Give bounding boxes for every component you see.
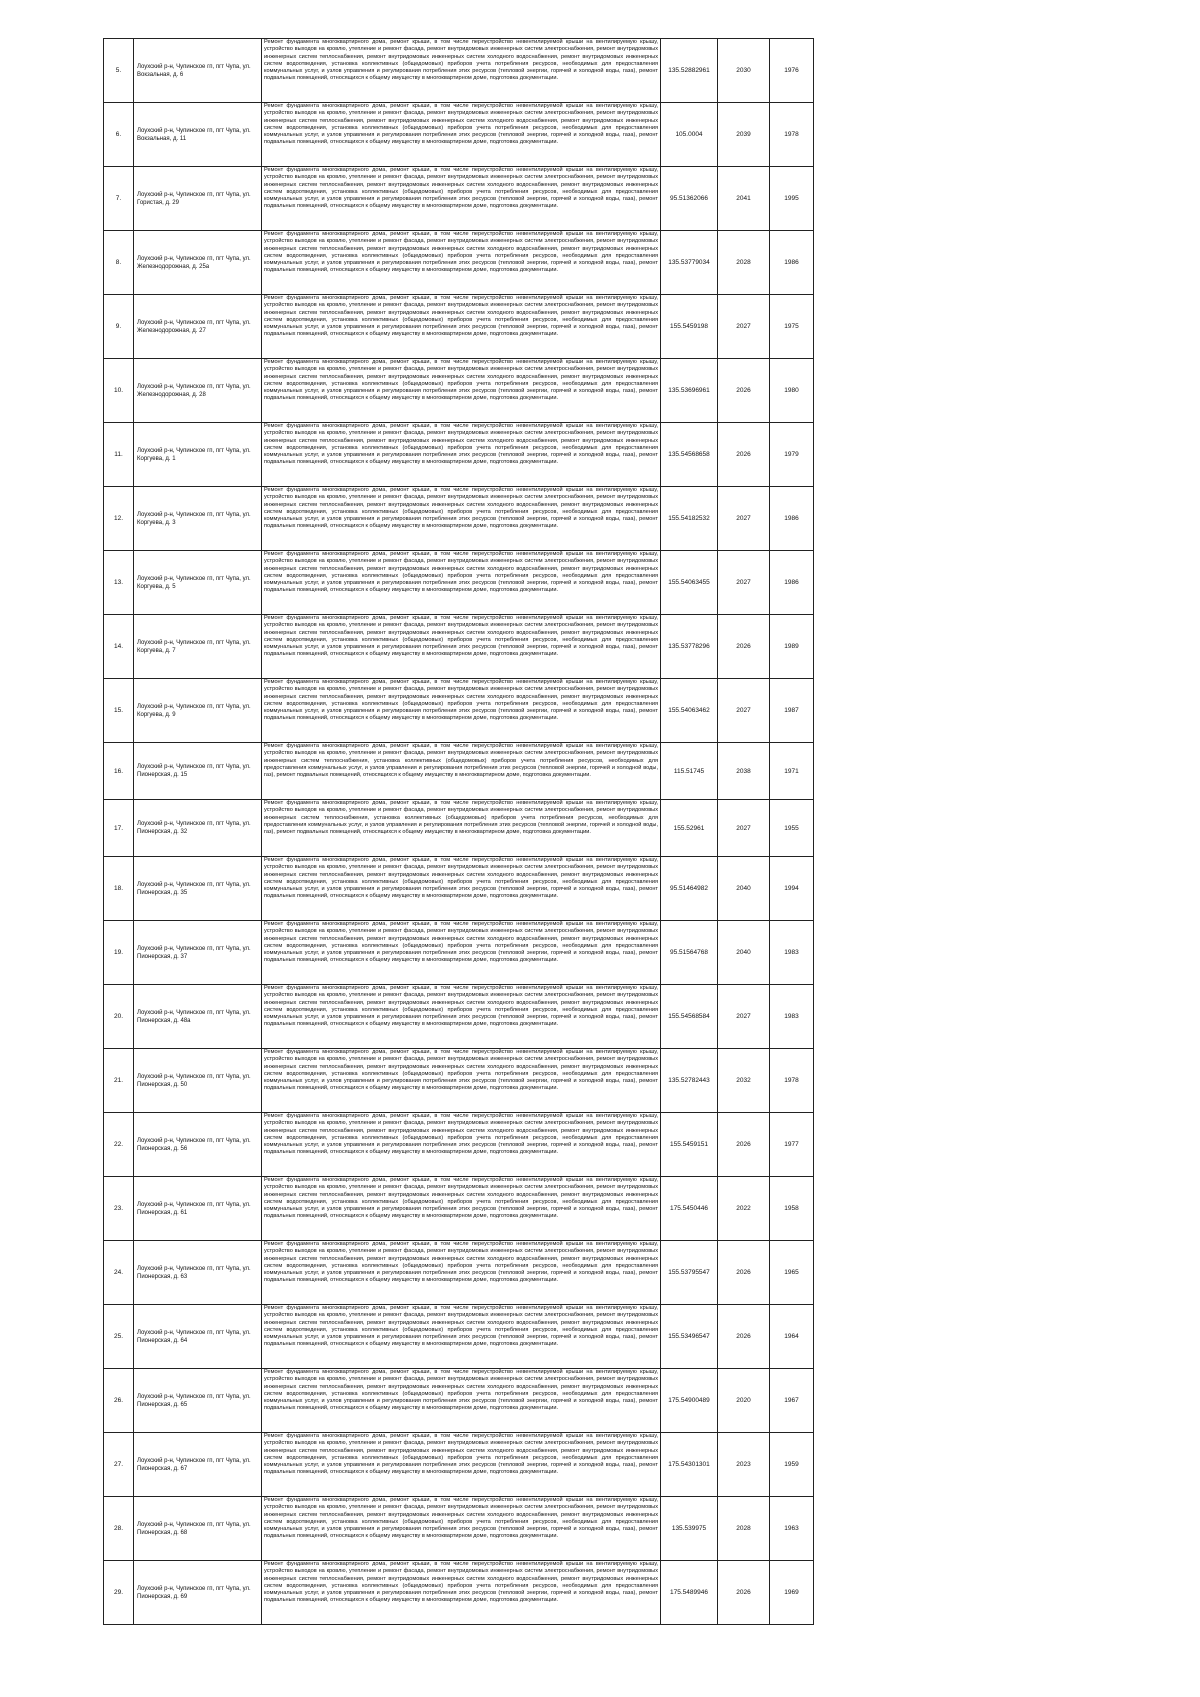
work-description-cell: Ремонт фундамента многоквартирного дома, ремонт крыши, в том числе переустройство невентилируемой крыши на вентилируемую крышу, устройство выходов на кровлю, утепление и ремонт фасада, ремонт внутридомовых инженерных систем электроснабжения, ремонт внутридомовых инженерных систем теплоснабжения, ремонт внутридомовых инженерных систем холодного водоснабжения, ремонт внутридомовых инженерных систем водоотведения, установка коллективных (общедомовых) приборов учета потребления ресурсов, необходимых для предоставления коммунальных услуг, и узлов управления и регулирования потребления этих ресурсов (тепловой энергии, горячей и холодной воды, газа), ремонт подвальных помещений, относящихся к общему имуществу в многоквартирном доме, подготовка документации. [262,551,661,615]
cost-cell: 135.53779034 [661,231,718,295]
row-number-cell: 17. [104,800,134,857]
works-table [103,38,814,1625]
row-number-cell: 22. [104,1113,134,1177]
planned-year-cell: 2041 [718,167,770,231]
address-cell: Лоухский р-н, Чупинское гп, пгт Чупа, ул. Вокзальная, д. 6 [134,39,262,103]
address-cell: Лоухский р-н, Чупинское гп, пгт Чупа, ул. Пионерская, д. 65 [134,1369,262,1433]
built-year-cell: 1955 [770,800,814,857]
planned-year-cell: 2040 [718,857,770,921]
planned-year-cell: 2027 [718,800,770,857]
cost-cell: 155.54568584 [661,985,718,1049]
table-row [104,985,814,1049]
table-row [104,1433,814,1497]
table-row [104,359,814,423]
table-row [104,1561,814,1625]
planned-year-cell: 2023 [718,1433,770,1497]
cost-cell: 135.53778296 [661,615,718,679]
cost-cell: 135.54568658 [661,423,718,487]
built-year-cell: 1958 [770,1177,814,1241]
address-cell: Лоухский р-н, Чупинское гп, пгт Чупа, ул. Коргуева, д. 3 [134,487,262,551]
work-description-cell: Ремонт фундамента многоквартирного дома, ремонт крыши, в том числе переустройство невентилируемой крыши на вентилируемую крышу, устройство выходов на кровлю, утепление и ремонт фасада, ремонт внутридомовых инженерных систем электроснабжения, ремонт внутридомовых инженерных систем теплоснабжения, ремонт внутридомовых инженерных систем холодного водоснабжения, ремонт внутридомовых инженерных систем водоотведения, установка коллективных (общедомовых) приборов учета потребления ресурсов, необходимых для предоставления коммунальных услуг, и узлов управления и регулирования потребления этих ресурсов (тепловой энергии, горячей и холодной воды, газа), ремонт подвальных помещений, относящихся к общему имуществу в многоквартирном доме, подготовка документации. [262,679,661,743]
table-row [104,1497,814,1561]
built-year-cell: 1987 [770,679,814,743]
row-number-cell: 9. [104,295,134,359]
cost-cell: 95.51362066 [661,167,718,231]
row-number-cell: 23. [104,1177,134,1241]
work-description-cell: Ремонт фундамента многоквартирного дома, ремонт крыши, в том числе переустройство невентилируемой крыши на вентилируемую крышу, устройство выходов на кровлю, утепление и ремонт фасада, ремонт внутридомовых инженерных систем электроснабжения, ремонт внутридомовых инженерных систем теплоснабжения, ремонт внутридомовых инженерных систем холодного водоснабжения, ремонт внутридомовых инженерных систем водоотведения, установка коллективных (общедомовых) приборов учета потребления ресурсов, необходимых для предоставления коммунальных услуг, и узлов управления и регулирования потребления этих ресурсов (тепловой энергии, горячей и холодной воды, газа), ремонт подвальных помещений, относящихся к общему имуществу в многоквартирном доме, подготовка документации. [262,39,661,103]
work-description-cell: Ремонт фундамента многоквартирного дома, ремонт крыши, в том числе переустройство невентилируемой крыши на вентилируемую крышу, устройство выходов на кровлю, утепление и ремонт фасада, ремонт внутридомовых инженерных систем электроснабжения, ремонт внутридомовых инженерных систем теплоснабжения, ремонт внутридомовых инженерных систем холодного водоснабжения, ремонт внутридомовых инженерных систем водоотведения, установка коллективных (общедомовых) приборов учета потребления ресурсов, необходимых для предоставления коммунальных услуг, и узлов управления и регулирования потребления этих ресурсов (тепловой энергии, горячей и холодной воды, газа), ремонт подвальных помещений, относящихся к общему имуществу в многоквартирном доме, подготовка документации. [262,1113,661,1177]
row-number-cell: 26. [104,1369,134,1433]
cost-cell: 155.54063462 [661,679,718,743]
address-cell: Лоухский р-н, Чупинское гп, пгт Чупа, ул. Пионерская, д. 63 [134,1241,262,1305]
address-cell: Лоухский р-н, Чупинское гп, пгт Чупа, ул. Железнодорожная, д. 27 [134,295,262,359]
address-cell: Лоухский р-н, Чупинское гп, пгт Чупа, ул. Пионерская, д. 64 [134,1305,262,1369]
built-year-cell: 1969 [770,1561,814,1625]
work-description-cell: Ремонт фундамента многоквартирного дома, ремонт крыши, в том числе переустройство невентилируемой крыши на вентилируемую крышу, устройство выходов на кровлю, утепление и ремонт фасада, ремонт внутридомовых инженерных систем электроснабжения, ремонт внутридомовых инженерных систем теплоснабжения, ремонт внутридомовых инженерных систем холодного водоснабжения, ремонт внутридомовых инженерных систем водоотведения, установка коллективных (общедомовых) приборов учета потребления ресурсов, необходимых для предоставления коммунальных услуг, и узлов управления и регулирования потребления этих ресурсов (тепловой энергии, горячей и холодной воды, газа), ремонт подвальных помещений, относящихся к общему имуществу в многоквартирном доме, подготовка документации. [262,487,661,551]
address-cell: Лоухский р-н, Чупинское гп, пгт Чупа, ул. Пионерская, д. 37 [134,921,262,985]
row-number-cell: 6. [104,103,134,167]
work-description-cell: Ремонт фундамента многоквартирного дома, ремонт крыши, в том числе переустройство невентилируемой крыши на вентилируемую крышу, устройство выходов на кровлю, утепление и ремонт фасада, ремонт внутридомовых инженерных систем электроснабжения, ремонт внутридомовых инженерных систем теплоснабжения, ремонт внутридомовых инженерных систем холодного водоснабжения, ремонт внутридомовых инженерных систем водоотведения, установка коллективных (общедомовых) приборов учета потребления ресурсов, необходимых для предоставления коммунальных услуг, и узлов управления и регулирования потребления этих ресурсов (тепловой энергии, горячей и холодной воды, газа), ремонт подвальных помещений, относящихся к общему имуществу в многоквартирном доме, подготовка документации. [262,231,661,295]
row-number-cell: 24. [104,1241,134,1305]
table-row [104,167,814,231]
work-description-cell: Ремонт фундамента многоквартирного дома, ремонт крыши, в том числе переустройство невентилируемой крыши на вентилируемую крышу, устройство выходов на кровлю, утепление и ремонт фасада, ремонт внутридомовых инженерных систем электроснабжения, ремонт внутридомовых инженерных систем теплоснабжения, ремонт внутридомовых инженерных систем холодного водоснабжения, ремонт внутридомовых инженерных систем водоотведения, установка коллективных (общедомовых) приборов учета потребления ресурсов, необходимых для предоставления коммунальных услуг, и узлов управления и регулирования потребления этих ресурсов (тепловой энергии, горячей и холодной воды, газа), ремонт подвальных помещений, относящихся к общему имуществу в многоквартирном доме, подготовка документации. [262,615,661,679]
address-cell: Лоухский р-н, Чупинское гп, пгт Чупа, ул. Пионерская, д. 68 [134,1497,262,1561]
built-year-cell: 1971 [770,743,814,800]
row-number-cell: 20. [104,985,134,1049]
row-number-cell: 10. [104,359,134,423]
work-description-cell: Ремонт фундамента многоквартирного дома, ремонт крыши, в том числе переустройство невентилируемой крыши на вентилируемую крышу, устройство выходов на кровлю, утепление и ремонт фасада, ремонт внутридомовых инженерных систем электроснабжения, ремонт внутридомовых инженерных систем теплоснабжения, ремонт внутридомовых инженерных систем холодного водоснабжения, ремонт внутридомовых инженерных систем водоотведения, установка коллективных (общедомовых) приборов учета потребления ресурсов, необходимых для предоставления коммунальных услуг, и узлов управления и регулирования потребления этих ресурсов (тепловой энергии, горячей и холодной воды, газа), ремонт подвальных помещений, относящихся к общему имуществу в многоквартирном доме, подготовка документации. [262,295,661,359]
work-description-cell: Ремонт фундамента многоквартирного дома, ремонт крыши, в том числе переустройство невентилируемой крыши на вентилируемую крышу, устройство выходов на кровлю, утепление и ремонт фасада, ремонт внутридомовых инженерных систем электроснабжения, ремонт внутридомовых инженерных систем теплоснабжения, ремонт внутридомовых инженерных систем холодного водоснабжения, ремонт внутридомовых инженерных систем водоотведения, установка коллективных (общедомовых) приборов учета потребления ресурсов, необходимых для предоставления коммунальных услуг, и узлов управления и регулирования потребления этих ресурсов (тепловой энергии, горячей и холодной воды, газа), ремонт подвальных помещений, относящихся к общему имуществу в многоквартирном доме, подготовка документации. [262,423,661,487]
row-number-cell: 11. [104,423,134,487]
cost-cell: 175.5489946 [661,1561,718,1625]
table-row [104,231,814,295]
address-cell: Лоухский р-н, Чупинское гп, пгт Чупа, ул. Пионерская, д. 15 [134,743,262,800]
table-row [104,1241,814,1305]
table-row [104,1113,814,1177]
built-year-cell: 1977 [770,1113,814,1177]
row-number-cell: 28. [104,1497,134,1561]
built-year-cell: 1979 [770,423,814,487]
address-cell: Лоухский р-н, Чупинское гп, пгт Чупа, ул. Коргуева, д. 9 [134,679,262,743]
cost-cell: 155.53795547 [661,1241,718,1305]
address-cell: Лоухский р-н, Чупинское гп, пгт Чупа, ул. Пионерская, д. 35 [134,857,262,921]
planned-year-cell: 2028 [718,231,770,295]
row-number-cell: 5. [104,39,134,103]
built-year-cell: 1963 [770,1497,814,1561]
planned-year-cell: 2026 [718,1241,770,1305]
planned-year-cell: 2026 [718,359,770,423]
built-year-cell: 1989 [770,615,814,679]
planned-year-cell: 2022 [718,1177,770,1241]
built-year-cell: 1976 [770,39,814,103]
cost-cell: 155.54182532 [661,487,718,551]
address-cell: Лоухский р-н, Чупинское гп, пгт Чупа, ул. Коргуева, д. 7 [134,615,262,679]
planned-year-cell: 2038 [718,743,770,800]
built-year-cell: 1959 [770,1433,814,1497]
built-year-cell: 1983 [770,985,814,1049]
table-row [104,615,814,679]
cost-cell: 155.52961 [661,800,718,857]
row-number-cell: 18. [104,857,134,921]
planned-year-cell: 2026 [718,423,770,487]
built-year-cell: 1986 [770,551,814,615]
planned-year-cell: 2026 [718,1561,770,1625]
planned-year-cell: 2026 [718,1113,770,1177]
cost-cell: 135.52782443 [661,1049,718,1113]
work-description-cell: Ремонт фундамента многоквартирного дома, ремонт крыши, в том числе переустройство невентилируемой крыши на вентилируемую крышу, устройство выходов на кровлю, утепление и ремонт фасада, ремонт внутридомовых инженерных систем электроснабжения, ремонт внутридомовых инженерных систем теплоснабжения, установка коллективных (общедомовых) приборов учета потребления ресурсов, необходимых для предоставления коммунальных услуг, и узлов управления и регулирования потребления этих ресурсов (тепловой энергии, горячей и холодной воды, газ), ремонт подвальных помещений, относящихся к общему имуществу в многоквартирном доме, подготовка документации. [262,800,661,857]
cost-cell: 175.54301301 [661,1433,718,1497]
work-description-cell: Ремонт фундамента многоквартирного дома, ремонт крыши, в том числе переустройство невентилируемой крыши на вентилируемую крышу, устройство выходов на кровлю, утепление и ремонт фасада, ремонт внутридомовых инженерных систем электроснабжения, ремонт внутридомовых инженерных систем теплоснабжения, ремонт внутридомовых инженерных систем холодного водоснабжения, ремонт внутридомовых инженерных систем водоотведения, установка коллективных (общедомовых) приборов учета потребления ресурсов, необходимых для предоставления коммунальных услуг, и узлов управления и регулирования потребления этих ресурсов (тепловой энергии, горячей и холодной воды, газа), ремонт подвальных помещений, относящихся к общему имуществу в многоквартирном доме, подготовка документации. [262,1369,661,1433]
planned-year-cell: 2027 [718,551,770,615]
built-year-cell: 1978 [770,103,814,167]
planned-year-cell: 2027 [718,985,770,1049]
work-description-cell: Ремонт фундамента многоквартирного дома, ремонт крыши, в том числе переустройство невентилируемой крыши на вентилируемую крышу, устройство выходов на кровлю, утепление и ремонт фасада, ремонт внутридомовых инженерных систем электроснабжения, ремонт внутридомовых инженерных систем теплоснабжения, ремонт внутридомовых инженерных систем холодного водоснабжения, ремонт внутридомовых инженерных систем водоотведения, установка коллективных (общедомовых) приборов учета потребления ресурсов, необходимых для предоставления коммунальных услуг, и узлов управления и регулирования потребления этих ресурсов (тепловой энергии, горячей и холодной воды, газа), ремонт подвальных помещений, относящихся к общему имуществу в многоквартирном доме, подготовка документации. [262,1497,661,1561]
cost-cell: 175.5450446 [661,1177,718,1241]
cost-cell: 135.539975 [661,1497,718,1561]
built-year-cell: 1964 [770,1305,814,1369]
built-year-cell: 1975 [770,295,814,359]
table-body [104,39,814,1625]
address-cell: Лоухский р-н, Чупинское гп, пгт Чупа, ул. Вокзальная, д. 11 [134,103,262,167]
work-description-cell: Ремонт фундамента многоквартирного дома, ремонт крыши, в том числе переустройство невентилируемой крыши на вентилируемую крышу, устройство выходов на кровлю, утепление и ремонт фасада, ремонт внутридомовых инженерных систем электроснабжения, ремонт внутридомовых инженерных систем теплоснабжения, ремонт внутридомовых инженерных систем холодного водоснабжения, ремонт внутридомовых инженерных систем водоотведения, установка коллективных (общедомовых) приборов учета потребления ресурсов, необходимых для предоставления коммунальных услуг, и узлов управления и регулирования потребления этих ресурсов (тепловой энергии, горячей и холодной воды, газа), ремонт подвальных помещений, относящихся к общему имуществу в многоквартирном доме, подготовка документации. [262,985,661,1049]
address-cell: Лоухский р-н, Чупинское гп, пгт Чупа, ул. Пионерская, д. 67 [134,1433,262,1497]
row-number-cell: 14. [104,615,134,679]
planned-year-cell: 2030 [718,39,770,103]
row-number-cell: 12. [104,487,134,551]
row-number-cell: 15. [104,679,134,743]
planned-year-cell: 2026 [718,1305,770,1369]
cost-cell: 155.53496547 [661,1305,718,1369]
planned-year-cell: 2026 [718,615,770,679]
planned-year-cell: 2040 [718,921,770,985]
cost-cell: 155.54063455 [661,551,718,615]
address-cell: Лоухский р-н, Чупинское гп, пгт Чупа, ул. Пионерская, д. 48а [134,985,262,1049]
work-description-cell: Ремонт фундамента многоквартирного дома, ремонт крыши, в том числе переустройство невентилируемой крыши на вентилируемую крышу, устройство выходов на кровлю, утепление и ремонт фасада, ремонт внутридомовых инженерных систем электроснабжения, ремонт внутридомовых инженерных систем теплоснабжения, установка коллективных (общедомовых) приборов учета потребления ресурсов, необходимых для предоставления коммунальных услуг, и узлов управления и регулирования потребления этих ресурсов (тепловой энергии, горячей и холодной воды, газ), ремонт подвальных помещений, относящихся к общему имуществу в многоквартирном доме, подготовка документации. [262,743,661,800]
row-number-cell: 27. [104,1433,134,1497]
planned-year-cell: 2020 [718,1369,770,1433]
address-cell: Лоухский р-н, Чупинское гп, пгт Чупа, ул. Железнодорожная, д. 28 [134,359,262,423]
address-cell: Лоухский р-н, Чупинское гп, пгт Чупа, ул. Пионерская, д. 61 [134,1177,262,1241]
built-year-cell: 1995 [770,167,814,231]
row-number-cell: 29. [104,1561,134,1625]
planned-year-cell: 2039 [718,103,770,167]
work-description-cell: Ремонт фундамента многоквартирного дома, ремонт крыши, в том числе переустройство невентилируемой крыши на вентилируемую крышу, устройство выходов на кровлю, утепление и ремонт фасада, ремонт внутридомовых инженерных систем электроснабжения, ремонт внутридомовых инженерных систем теплоснабжения, ремонт внутридомовых инженерных систем холодного водоснабжения, ремонт внутридомовых инженерных систем водоотведения, установка коллективных (общедомовых) приборов учета потребления ресурсов, необходимых для предоставления коммунальных услуг, и узлов управления и регулирования потребления этих ресурсов (тепловой энергии, горячей и холодной воды, газа), ремонт подвальных помещений, относящихся к общему имуществу в многоквартирном доме, подготовка документации. [262,1177,661,1241]
row-number-cell: 25. [104,1305,134,1369]
built-year-cell: 1983 [770,921,814,985]
built-year-cell: 1986 [770,231,814,295]
work-description-cell: Ремонт фундамента многоквартирного дома, ремонт крыши, в том числе переустройство невентилируемой крыши на вентилируемую крышу, устройство выходов на кровлю, утепление и ремонт фасада, ремонт внутридомовых инженерных систем электроснабжения, ремонт внутридомовых инженерных систем теплоснабжения, ремонт внутридомовых инженерных систем холодного водоснабжения, ремонт внутридомовых инженерных систем водоотведения, установка коллективных (общедомовых) приборов учета потребления ресурсов, необходимых для предоставления коммунальных услуг, и узлов управления и регулирования потребления этих ресурсов (тепловой энергии, горячей и холодной воды, газа), ремонт подвальных помещений, относящихся к общему имуществу в многоквартирном доме, подготовка документации. [262,167,661,231]
table-row [104,1305,814,1369]
table-row [104,103,814,167]
row-number-cell: 21. [104,1049,134,1113]
table-row [104,39,814,103]
row-number-cell: 19. [104,921,134,985]
address-cell: Лоухский р-н, Чупинское гп, пгт Чупа, ул. Коргуева, д. 5 [134,551,262,615]
address-cell: Лоухский р-н, Чупинское гп, пгт Чупа, ул. Коргуева, д. 1 [134,423,262,487]
cost-cell: 155.5459151 [661,1113,718,1177]
work-description-cell: Ремонт фундамента многоквартирного дома, ремонт крыши, в том числе переустройство невентилируемой крыши на вентилируемую крышу, устройство выходов на кровлю, утепление и ремонт фасада, ремонт внутридомовых инженерных систем электроснабжения, ремонт внутридомовых инженерных систем теплоснабжения, ремонт внутридомовых инженерных систем холодного водоснабжения, ремонт внутридомовых инженерных систем водоотведения, установка коллективных (общедомовых) приборов учета потребления ресурсов, необходимых для предоставления коммунальных услуг, и узлов управления и регулирования потребления этих ресурсов (тепловой энергии, горячей и холодной воды, газа), ремонт подвальных помещений, относящихся к общему имуществу в многоквартирном доме, подготовка документации. [262,103,661,167]
built-year-cell: 1986 [770,487,814,551]
work-description-cell: Ремонт фундамента многоквартирного дома, ремонт крыши, в том числе переустройство невентилируемой крыши на вентилируемую крышу, устройство выходов на кровлю, утепление и ремонт фасада, ремонт внутридомовых инженерных систем электроснабжения, ремонт внутридомовых инженерных систем теплоснабжения, ремонт внутридомовых инженерных систем холодного водоснабжения, ремонт внутридомовых инженерных систем водоотведения, установка коллективных (общедомовых) приборов учета потребления ресурсов, необходимых для предоставления коммунальных услуг, и узлов управления и регулирования потребления этих ресурсов (тепловой энергии, горячей и холодной воды, газа), ремонт подвальных помещений, относящихся к общему имуществу в многоквартирном доме, подготовка документации. [262,1561,661,1625]
row-number-cell: 8. [104,231,134,295]
table-row [104,679,814,743]
work-description-cell: Ремонт фундамента многоквартирного дома, ремонт крыши, в том числе переустройство невентилируемой крыши на вентилируемую крышу, устройство выходов на кровлю, утепление и ремонт фасада, ремонт внутридомовых инженерных систем электроснабжения, ремонт внутридомовых инженерных систем теплоснабжения, ремонт внутридомовых инженерных систем холодного водоснабжения, ремонт внутридомовых инженерных систем водоотведения, установка коллективных (общедомовых) приборов учета потребления ресурсов, необходимых для предоставления коммунальных услуг, и узлов управления и регулирования потребления этих ресурсов (тепловой энергии, горячей и холодной воды, газа), ремонт подвальных помещений, относящихся к общему имуществу в многоквартирном доме, подготовка документации. [262,359,661,423]
planned-year-cell: 2027 [718,487,770,551]
table-row [104,1049,814,1113]
built-year-cell: 1994 [770,857,814,921]
planned-year-cell: 2032 [718,1049,770,1113]
table-row [104,487,814,551]
cost-cell: 135.53696961 [661,359,718,423]
work-description-cell: Ремонт фундамента многоквартирного дома, ремонт крыши, в том числе переустройство невентилируемой крыши на вентилируемую крышу, устройство выходов на кровлю, утепление и ремонт фасада, ремонт внутридомовых инженерных систем электроснабжения, ремонт внутридомовых инженерных систем теплоснабжения, ремонт внутридомовых инженерных систем холодного водоснабжения, ремонт внутридомовых инженерных систем водоотведения, установка коллективных (общедомовых) приборов учета потребления ресурсов, необходимых для предоставления коммунальных услуг, и узлов управления и регулирования потребления этих ресурсов (тепловой энергии, горячей и холодной воды, газа), ремонт подвальных помещений, относящихся к общему имуществу в многоквартирном доме, подготовка документации. [262,1241,661,1305]
row-number-cell: 13. [104,551,134,615]
built-year-cell: 1967 [770,1369,814,1433]
work-description-cell: Ремонт фундамента многоквартирного дома, ремонт крыши, в том числе переустройство невентилируемой крыши на вентилируемую крышу, устройство выходов на кровлю, утепление и ремонт фасада, ремонт внутридомовых инженерных систем электроснабжения, ремонт внутридомовых инженерных систем теплоснабжения, ремонт внутридомовых инженерных систем холодного водоснабжения, ремонт внутридомовых инженерных систем водоотведения, установка коллективных (общедомовых) приборов учета потребления ресурсов, необходимых для предоставления коммунальных услуг, и узлов управления и регулирования потребления этих ресурсов (тепловой энергии, горячей и холодной воды, газа), ремонт подвальных помещений, относящихся к общему имуществу в многоквартирном доме, подготовка документации. [262,1305,661,1369]
table-row [104,743,814,800]
cost-cell: 115.51745 [661,743,718,800]
built-year-cell: 1978 [770,1049,814,1113]
cost-cell: 175.54900489 [661,1369,718,1433]
cost-cell: 155.5459198 [661,295,718,359]
table-row [104,800,814,857]
cost-cell: 95.51464982 [661,857,718,921]
table-row [104,1369,814,1433]
address-cell: Лоухский р-н, Чупинское гп, пгт Чупа, ул. Пионерская, д. 50 [134,1049,262,1113]
address-cell: Лоухский р-н, Чупинское гп, пгт Чупа, ул. Пионерская, д. 32 [134,800,262,857]
address-cell: Лоухский р-н, Чупинское гп, пгт Чупа, ул. Пионерская, д. 69 [134,1561,262,1625]
work-description-cell: Ремонт фундамента многоквартирного дома, ремонт крыши, в том числе переустройство невентилируемой крыши на вентилируемую крышу, устройство выходов на кровлю, утепление и ремонт фасада, ремонт внутридомовых инженерных систем электроснабжения, ремонт внутридомовых инженерных систем теплоснабжения, ремонт внутридомовых инженерных систем холодного водоснабжения, ремонт внутридомовых инженерных систем водоотведения, установка коллективных (общедомовых) приборов учета потребления ресурсов, необходимых для предоставления коммунальных услуг, и узлов управления и регулирования потребления этих ресурсов (тепловой энергии, горячей и холодной воды, газа), ремонт подвальных помещений, относящихся к общему имуществу в многоквартирном доме, подготовка документации. [262,857,661,921]
address-cell: Лоухский р-н, Чупинское гп, пгт Чупа, ул. Гористая, д. 29 [134,167,262,231]
row-number-cell: 16. [104,743,134,800]
planned-year-cell: 2027 [718,295,770,359]
address-cell: Лоухский р-н, Чупинское гп, пгт Чупа, ул. Железнодорожная, д. 25а [134,231,262,295]
address-cell: Лоухский р-н, Чупинское гп, пгт Чупа, ул. Пионерская, д. 56 [134,1113,262,1177]
built-year-cell: 1965 [770,1241,814,1305]
cost-cell: 135.52882961 [661,39,718,103]
table-row [104,295,814,359]
cost-cell: 95.51564768 [661,921,718,985]
table-row [104,1177,814,1241]
planned-year-cell: 2027 [718,679,770,743]
cost-cell: 105.0004 [661,103,718,167]
planned-year-cell: 2028 [718,1497,770,1561]
table-row [104,551,814,615]
work-description-cell: Ремонт фундамента многоквартирного дома, ремонт крыши, в том числе переустройство невентилируемой крыши на вентилируемую крышу, устройство выходов на кровлю, утепление и ремонт фасада, ремонт внутридомовых инженерных систем электроснабжения, ремонт внутридомовых инженерных систем теплоснабжения, ремонт внутридомовых инженерных систем холодного водоснабжения, ремонт внутридомовых инженерных систем водоотведения, установка коллективных (общедомовых) приборов учета потребления ресурсов, необходимых для предоставления коммунальных услуг, и узлов управления и регулирования потребления этих ресурсов (тепловой энергии, горячей и холодной воды, газа), ремонт подвальных помещений, относящихся к общему имуществу в многоквартирном доме, подготовка документации. [262,1433,661,1497]
table-row [104,423,814,487]
table-row [104,857,814,921]
table-row [104,921,814,985]
built-year-cell: 1980 [770,359,814,423]
work-description-cell: Ремонт фундамента многоквартирного дома, ремонт крыши, в том числе переустройство невентилируемой крыши на вентилируемую крышу, устройство выходов на кровлю, утепление и ремонт фасада, ремонт внутридомовых инженерных систем электроснабжения, ремонт внутридомовых инженерных систем теплоснабжения, ремонт внутридомовых инженерных систем холодного водоснабжения, ремонт внутридомовых инженерных систем водоотведения, установка коллективных (общедомовых) приборов учета потребления ресурсов, необходимых для предоставления коммунальных услуг, и узлов управления и регулирования потребления этих ресурсов (тепловой энергии, горячей и холодной воды, газа), ремонт подвальных помещений, относящихся к общему имуществу в многоквартирном доме, подготовка документации. [262,1049,661,1113]
row-number-cell: 7. [104,167,134,231]
work-description-cell: Ремонт фундамента многоквартирного дома, ремонт крыши, в том числе переустройство невентилируемой крыши на вентилируемую крышу, устройство выходов на кровлю, утепление и ремонт фасада, ремонт внутридомовых инженерных систем электроснабжения, ремонт внутридомовых инженерных систем теплоснабжения, ремонт внутридомовых инженерных систем холодного водоснабжения, ремонт внутридомовых инженерных систем водоотведения, установка коллективных (общедомовых) приборов учета потребления ресурсов, необходимых для предоставления коммунальных услуг, и узлов управления и регулирования потребления этих ресурсов (тепловой энергии, горячей и холодной воды, газа), ремонт подвальных помещений, относящихся к общему имуществу в многоквартирном доме, подготовка документации. [262,921,661,985]
